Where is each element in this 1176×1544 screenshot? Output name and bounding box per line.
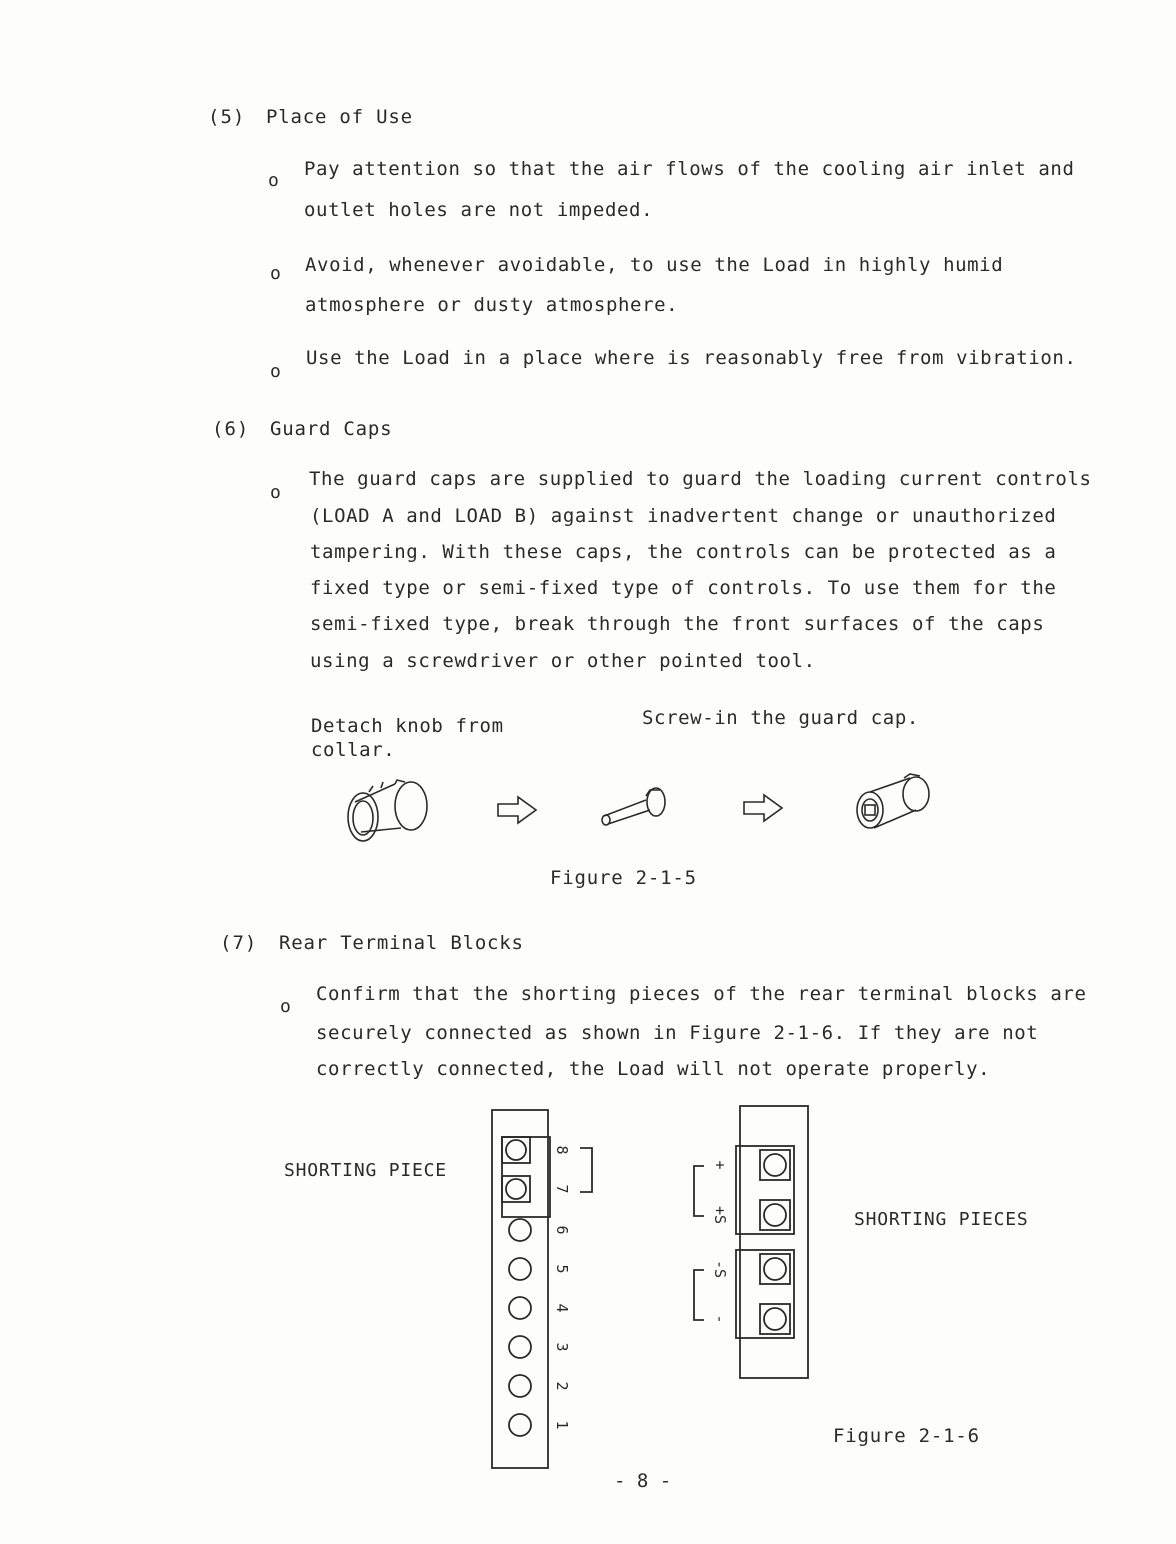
guard-cap-drawing (848, 770, 938, 840)
arrow-right-icon (742, 793, 786, 823)
section-7-bullet: o (280, 996, 291, 1017)
sense-label: + (711, 1160, 729, 1170)
terminal-4 (509, 1297, 531, 1319)
section-7-title: Rear Terminal Blocks (279, 932, 524, 954)
section-7-line-3: correctly connected, the Load will not operate properly. (316, 1058, 991, 1080)
terminal-block-left (480, 1104, 610, 1474)
arrow-right-icon (496, 795, 540, 825)
terminal-label: 7 (553, 1184, 571, 1194)
terminal-3 (509, 1336, 531, 1358)
sense-label: -S (711, 1259, 729, 1279)
shorting-piece-label: SHORTING PIECE (284, 1160, 447, 1181)
section-5-title: Place of Use (266, 106, 413, 128)
knob-collar-drawing (335, 770, 435, 850)
terminal-2 (509, 1375, 531, 1397)
section-6-line-3: tampering. With these caps, the controls can be protected as a (310, 541, 1057, 563)
terminal-label: 8 (553, 1145, 571, 1155)
shorting-pieces-label: SHORTING PIECES (854, 1209, 1029, 1230)
terminal-label: 2 (553, 1381, 571, 1391)
section-5-bullet-3: o (270, 361, 281, 382)
section-6-bullet: o (270, 482, 281, 503)
section-5-item-1-line-1: Pay attention so that the air flows of the cooling air inlet and (304, 158, 1075, 180)
section-7-line-1: Confirm that the shorting pieces of the rear terminal blocks are (316, 983, 1087, 1005)
terminal-label: 5 (553, 1264, 571, 1274)
figure-2-1-6-caption: Figure 2-1-6 (833, 1425, 980, 1447)
section-5-item-3-line-1: Use the Load in a place where is reasonably free from vibration. (306, 347, 1077, 369)
section-6-line-4: fixed type or semi-fixed type of controls. To use them for the (310, 577, 1057, 599)
figure-2-1-5-caption: Figure 2-1-5 (550, 867, 697, 889)
terminal-block-right (684, 1100, 834, 1390)
section-5-item-2-line-1: Avoid, whenever avoidable, to use the Load in highly humid (305, 254, 1004, 276)
terminal-label: 4 (553, 1303, 571, 1313)
step-2-label: Screw-in the guard cap. (642, 707, 919, 729)
sense-label: +S (711, 1205, 729, 1225)
section-6-line-5: semi-fixed type, break through the front surfaces of the caps (310, 613, 1045, 635)
section-6-title: Guard Caps (270, 418, 393, 440)
section-6-line-6: using a screwdriver or other pointed tool. (310, 650, 816, 672)
section-5-number: (5) (208, 106, 246, 128)
step-1-line-2: collar. (311, 739, 396, 761)
section-5-item-1-line-2: outlet holes are not impeded. (304, 199, 654, 221)
section-7-number: (7) (220, 932, 258, 954)
terminal-1 (509, 1414, 531, 1436)
section-5-item-2-line-2: atmosphere or dusty atmosphere. (305, 294, 679, 316)
terminal-label: 6 (553, 1225, 571, 1235)
terminal-label: 3 (553, 1342, 571, 1352)
step-1-line-1: Detach knob from (311, 715, 504, 737)
collar-screw-drawing (598, 782, 678, 832)
section-5-bullet-1: o (268, 170, 279, 191)
terminal-6 (509, 1219, 531, 1241)
terminal-label: 1 (553, 1420, 571, 1430)
section-5-bullet-2: o (270, 263, 281, 284)
section-6-line-1: The guard caps are supplied to guard the loading current controls (309, 468, 1092, 490)
section-6-number: (6) (212, 418, 250, 440)
page-number: - 8 - (614, 1470, 672, 1492)
section-7-line-2: securely connected as shown in Figure 2-1-6. If they are not (316, 1022, 1039, 1044)
sense-label: - (711, 1314, 729, 1324)
section-6-line-2: (LOAD A and LOAD B) against inadvertent change or unauthorized (310, 505, 1057, 527)
terminal-5 (509, 1258, 531, 1280)
